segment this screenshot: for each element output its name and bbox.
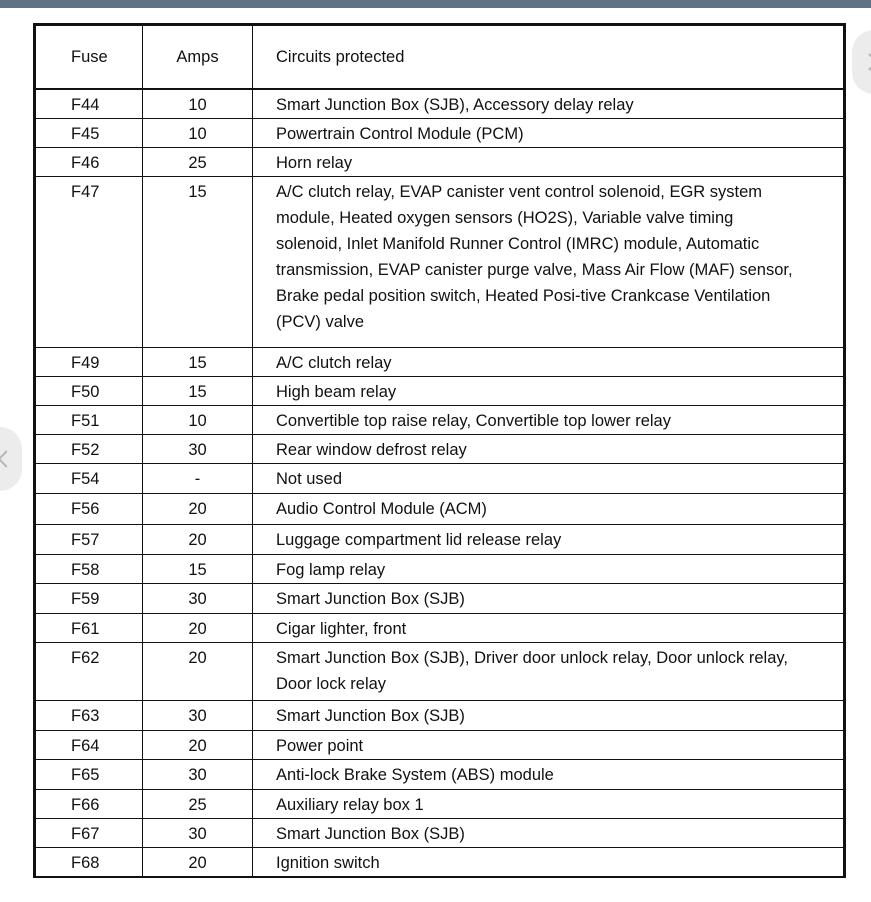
circuits-cell: Smart Junction Box (SJB) — [253, 583, 844, 613]
fuse-cell: F68 — [36, 847, 143, 877]
amps-cell: 30 — [143, 818, 253, 847]
table-row — [36, 493, 844, 524]
table-row — [36, 847, 844, 877]
fuse-cell: F66 — [36, 789, 143, 818]
table-row — [36, 347, 844, 376]
amps-cell: 20 — [143, 642, 253, 700]
table-row — [36, 730, 844, 759]
amps-cell: 30 — [143, 434, 253, 463]
next-button[interactable] — [852, 30, 871, 94]
table-row — [36, 642, 844, 700]
chevron-left-icon — [0, 449, 7, 469]
circuits-cell: Fog lamp relay — [253, 554, 844, 583]
table-row — [36, 524, 844, 554]
amps-cell: - — [143, 463, 253, 493]
circuits-cell: Smart Junction Box (SJB) — [253, 700, 844, 730]
fuse-cell: F50 — [36, 376, 143, 405]
table-row — [36, 818, 844, 847]
table-row — [36, 554, 844, 583]
circuits-cell: Rear window defrost relay — [253, 434, 844, 463]
amps-cell: 25 — [143, 147, 253, 176]
amps-cell: 20 — [143, 524, 253, 554]
table-row — [36, 613, 844, 642]
table-row — [36, 434, 844, 463]
circuits-cell: Anti-lock Brake System (ABS) module — [253, 759, 844, 789]
circuits-cell: A/C clutch relay, EVAP canister vent control solenoid, EGR system module, Heated oxygen sensors (HO2S), Variable valve timing solenoid, Inlet Manifold Runner Control (IMRC) module, Automatic transmission, EVAP canister purge valve, Mass Air Flow (MAF) sensor, Brake pedal position switch, Heated Posi-tive Crankcase Ventilation (PCV) valve — [253, 176, 844, 347]
fuse-cell: F54 — [36, 463, 143, 493]
chevron-right-icon — [867, 52, 871, 72]
table-row — [36, 759, 844, 789]
fuse-cell: F51 — [36, 405, 143, 434]
amps-cell: 20 — [143, 613, 253, 642]
fuse-table — [33, 23, 846, 878]
amps-cell: 15 — [143, 347, 253, 376]
header-fuse: Fuse — [36, 26, 143, 89]
fuse-cell: F58 — [36, 554, 143, 583]
fuse-cell: F61 — [36, 613, 143, 642]
circuits-cell: Audio Control Module (ACM) — [253, 493, 844, 524]
header-circuits: Circuits protected — [253, 26, 844, 89]
fuse-cell: F52 — [36, 434, 143, 463]
circuits-cell: Not used — [253, 463, 844, 493]
fuse-cell: F47 — [36, 176, 143, 347]
amps-cell: 30 — [143, 759, 253, 789]
table-header-row — [36, 26, 844, 89]
fuse-cell: F59 — [36, 583, 143, 613]
fuse-table-grid — [35, 25, 844, 878]
table-row — [36, 700, 844, 730]
circuits-cell: Ignition switch — [253, 847, 844, 877]
fuse-cell: F63 — [36, 700, 143, 730]
fuse-cell: F44 — [36, 89, 143, 119]
fuse-cell: F64 — [36, 730, 143, 759]
circuits-cell: Cigar lighter, front — [253, 613, 844, 642]
table-row — [36, 118, 844, 147]
table-row — [36, 176, 844, 347]
table-row — [36, 147, 844, 176]
fuse-cell: F62 — [36, 642, 143, 700]
fuse-cell: F49 — [36, 347, 143, 376]
table-row — [36, 789, 844, 818]
circuits-cell: Smart Junction Box (SJB), Driver door unlock relay, Door unlock relay, Door lock relay — [253, 642, 844, 700]
amps-cell: 10 — [143, 89, 253, 119]
circuits-cell: Power point — [253, 730, 844, 759]
amps-cell: 15 — [143, 554, 253, 583]
previous-button[interactable] — [0, 427, 22, 491]
table-row — [36, 376, 844, 405]
amps-cell: 20 — [143, 493, 253, 524]
circuits-cell: Luggage compartment lid release relay — [253, 524, 844, 554]
amps-cell: 25 — [143, 789, 253, 818]
amps-cell: 10 — [143, 405, 253, 434]
fuse-cell: F46 — [36, 147, 143, 176]
amps-cell: 30 — [143, 583, 253, 613]
circuits-cell: Horn relay — [253, 147, 844, 176]
amps-cell: 30 — [143, 700, 253, 730]
fuse-cell: F65 — [36, 759, 143, 789]
table-row — [36, 463, 844, 493]
circuits-cell: Convertible top raise relay, Convertible top lower relay — [253, 405, 844, 434]
circuits-cell: Smart Junction Box (SJB), Accessory delay relay — [253, 89, 844, 119]
fuse-cell: F45 — [36, 118, 143, 147]
circuits-cell: High beam relay — [253, 376, 844, 405]
fuse-cell: F56 — [36, 493, 143, 524]
circuits-cell: Powertrain Control Module (PCM) — [253, 118, 844, 147]
table-row — [36, 89, 844, 119]
amps-cell: 10 — [143, 118, 253, 147]
amps-cell: 15 — [143, 376, 253, 405]
fuse-cell: F57 — [36, 524, 143, 554]
table-row — [36, 405, 844, 434]
header-amps: Amps — [143, 26, 253, 89]
circuits-cell: Smart Junction Box (SJB) — [253, 818, 844, 847]
amps-cell: 20 — [143, 847, 253, 877]
circuits-cell: Auxiliary relay box 1 — [253, 789, 844, 818]
amps-cell: 20 — [143, 730, 253, 759]
fuse-cell: F67 — [36, 818, 143, 847]
top-bar — [0, 0, 871, 8]
amps-cell: 15 — [143, 176, 253, 347]
table-row — [36, 583, 844, 613]
circuits-cell: A/C clutch relay — [253, 347, 844, 376]
